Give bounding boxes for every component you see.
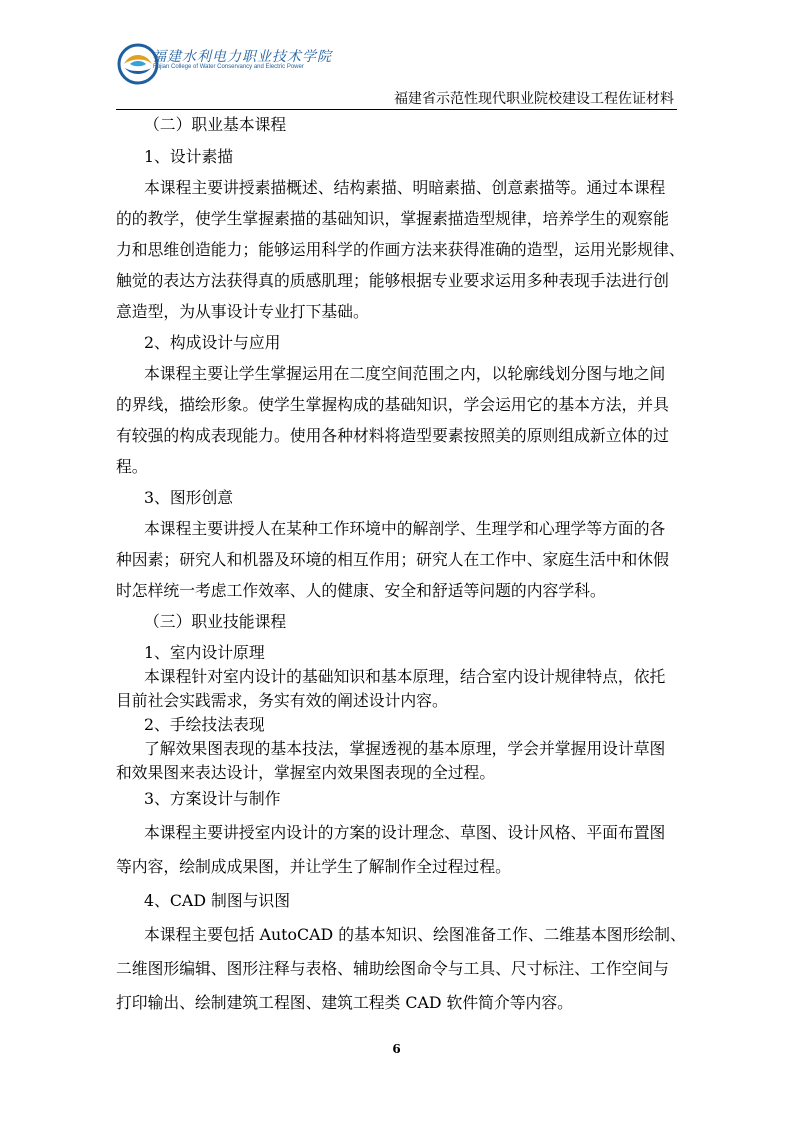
paragraph-line: 本课程主要讲授素描概述、结构素描、明暗素描、创意素描等。通过本课程 [144,178,666,197]
paragraph-line: 和效果图来表达设计，掌握室内效果图表现的全过程。 [116,763,496,782]
section-heading: （二）职业基本课程 [144,115,287,134]
page-number: 6 [392,1042,401,1056]
paragraph-line: 二维图形编辑、图形注释与表格、辅助绘图命令与工具、尺寸标注、工作空间与 [116,959,669,978]
course-heading: 3、图形创意 [144,488,234,507]
paragraph-line: 等内容，绘制成成果图，并让学生了解制作全过程过程。 [116,857,511,876]
paragraph-line: 意造型，为从事设计专业打下基础。 [116,302,369,321]
course-heading: 2、手绘技法表现 [144,715,265,734]
paragraph-line: 力和思维创造能力；能够运用科学的作画方法来获得准确的造型，运用光影规律、 [116,240,685,259]
header-title: 福建省示范性现代职业院校建设工程佐证材料 [394,91,674,107]
paragraph-line: 目前社会实践需求，务实有效的阐述设计内容。 [116,691,448,710]
paragraph-line: 本课程主要讲授人在某种工作环境中的解剖学、生理学和心理学等方面的各 [144,519,666,538]
course-heading: 1、设计素描 [144,147,234,166]
paragraph-line: 本课程针对室内设计的基础知识和基本原理，结合室内设计规律特点，依托 [144,667,666,686]
paragraph-line: 程。 [116,457,148,476]
course-heading: 1、室内设计原理 [144,643,265,662]
paragraph-line: 打印输出、绘制建筑工程图、建筑工程类 CAD 软件简介等内容。 [116,993,573,1012]
paragraph-line: 种因素；研究人和机器及环境的相互作用；研究人在工作中、家庭生活中和休假 [116,550,669,569]
paragraph-line: 本课程主要让学生掌握运用在二度空间范围之内，以轮廓线划分图与地之间 [144,364,666,383]
section-heading: （三）职业技能课程 [144,612,287,631]
college-logo [116,42,332,86]
paragraph-line: 触觉的表达方法获得真的质感肌理；能够根据专业要求运用多种表现手法进行创 [116,271,669,290]
paragraph-line: 时怎样统一考虑工作效率、人的健康、安全和舒适等问题的内容学科。 [116,581,606,600]
paragraph-line: 有较强的构成表现能力。使用各种材料将造型要素按照美的原则组成新立体的过 [116,426,669,445]
paragraph-line: 的的教学，使学生掌握素描的基础知识，掌握素描造型规律，培养学生的观察能 [116,209,669,228]
paragraph-line: 本课程主要讲授室内设计的方案的设计理念、草图、设计风格、平面布置图 [144,823,666,842]
course-heading: 3、方案设计与制作 [144,789,281,808]
course-heading: 4、CAD 制图与识图 [144,891,291,910]
logo-text-en: Fujian College of Water Conservancy and Electric Power [153,64,304,70]
paragraph-line: 了解效果图表现的基本技法，掌握透视的基本原理，学会并掌握用设计草图 [144,739,666,758]
paragraph-line: 的界线，描绘形象。使学生掌握构成的基础知识，学会运用它的基本方法，并具 [116,395,669,414]
paragraph-line: 本课程主要包括 AutoCAD 的基本知识、绘图准备工作、二维基本图形绘制、 [144,925,686,944]
course-heading: 2、构成设计与应用 [144,333,281,352]
header-divider [116,109,677,110]
logo-text-cn: 福建水利电力职业技术学院 [152,49,332,65]
